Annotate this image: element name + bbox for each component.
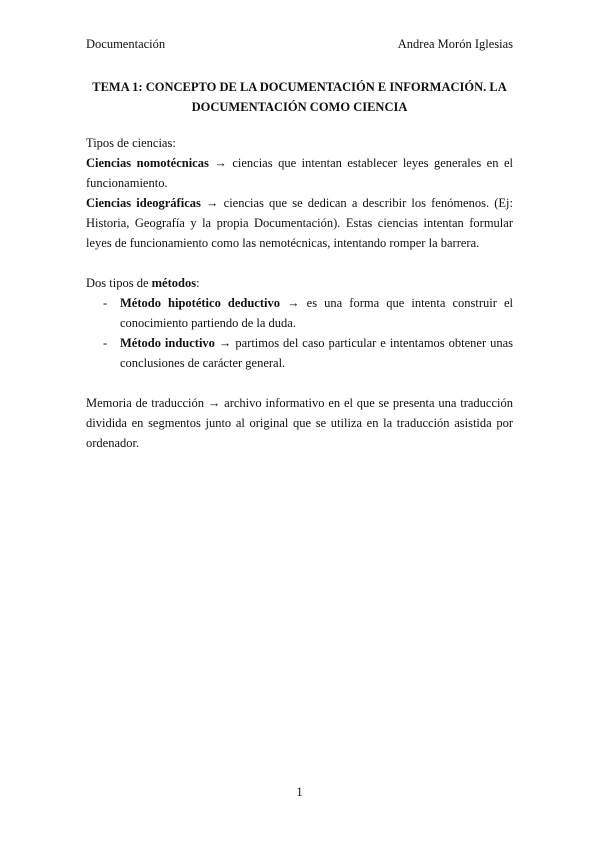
title-line-1: TEMA 1: CONCEPTO DE LA DOCUMENTACIÓN E INFORMACIÓN. LA (92, 80, 507, 94)
definition-nomotecnicas: → ciencias que intentan establecer leyes generales en el funcionamiento. (86, 156, 513, 190)
metodos-intro (86, 273, 513, 293)
definition-metodo-hipotetico: → es una forma que intenta construir el conocimiento partiendo de la duda. (120, 296, 513, 330)
title-line-2: DOCUMENTACIÓN COMO CIENCIA (191, 100, 408, 114)
term-ideograficas: Ciencias ideográficas (86, 196, 201, 210)
paragraph-gap (86, 373, 513, 393)
header-author: Andrea Morón Iglesias (397, 37, 513, 51)
page-number: 1 (296, 785, 303, 799)
list-dash: - (103, 296, 108, 310)
metodos-list (86, 293, 513, 373)
term-metodo-inductivo: Método inductivo (120, 336, 215, 350)
list-dash: - (103, 336, 108, 350)
paragraph-ideograficas (86, 193, 513, 253)
list-item (86, 293, 513, 333)
list-item (86, 333, 513, 373)
paragraph-gap (86, 253, 513, 273)
paragraph-nomotecnicas (86, 153, 513, 193)
definition-ideograficas: → ciencias que se dedican a describir los fenómenos. (Ej: Historia, Geografía y la propia Documentación). Estas ciencias intentan formular leyes de funcionamiento como las nemotécnicas, intentando romper la barrera. (86, 196, 513, 250)
header-subject: Documentación (86, 37, 166, 51)
tipos-intro: Tipos de ciencias: (86, 136, 176, 150)
term-metodo-hipotetico: Método hipotético deductivo (120, 296, 280, 310)
document-body (86, 133, 513, 453)
metodos-intro-prefix: Dos tipos de (86, 276, 152, 290)
document-title (86, 77, 513, 117)
term-nomotecnicas: Ciencias nomotécnicas (86, 156, 209, 170)
metodos-intro-term: métodos (151, 276, 197, 290)
paragraph-memoria: Memoria de traducción → archivo informativo en el que se presenta una traducción dividida en segmentos junto al original que se utiliza en la traducción asistida por ordenador. (86, 396, 513, 450)
metodos-intro-suffix: : (196, 276, 200, 290)
definition-metodo-inductivo: → partimos del caso particular e intentamos obtener unas conclusiones de carácter general. (120, 336, 513, 370)
